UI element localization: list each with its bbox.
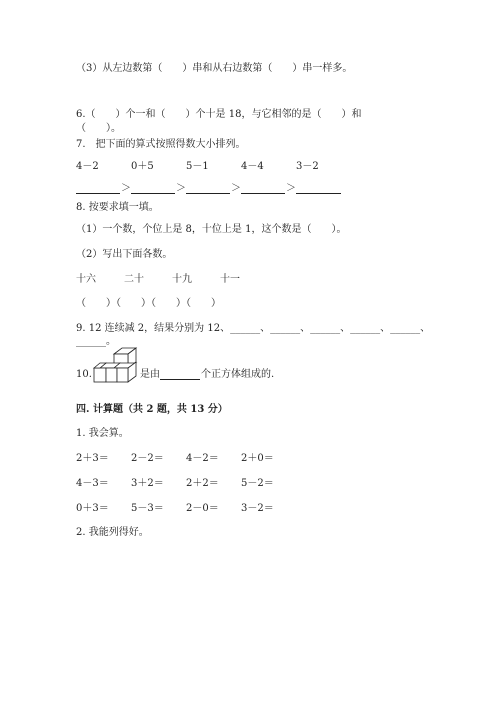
q10-sentence <box>140 368 340 381</box>
q7-expression: 5－1 <box>186 161 209 172</box>
answer-blank[interactable] <box>131 182 175 194</box>
q6-line2: （ ）。 <box>76 123 121 134</box>
calc-problem: 5－2＝ <box>241 478 274 489</box>
q7-title: 7. 把下面的算式按照得数大小排列。 <box>76 139 246 150</box>
calc-problem: 2＋0＝ <box>241 453 274 464</box>
calc-problem: 2－2＝ <box>131 453 164 464</box>
calc-problem: 4－3＝ <box>76 478 109 489</box>
greater-than-sign: ＞ <box>121 183 131 194</box>
number-word: 十九 <box>172 274 192 285</box>
answer-blank[interactable] <box>241 182 285 194</box>
calc-problem: 3－2＝ <box>241 503 274 514</box>
q8-title: 8. 按要求填一填。 <box>76 202 159 213</box>
answer-blank[interactable] <box>186 182 230 194</box>
q6-line1: 6.（ ）个一和（ ）个十是 18，与它相邻的是（ ）和 <box>76 109 362 120</box>
cube-stack-figure <box>92 346 138 390</box>
number-word: 十一 <box>220 274 240 285</box>
q8-answer-brackets: （ ）（ ）（ ）（ ） <box>76 298 221 309</box>
q9-line1: 9. 12 连续减 2，结果分别为 12、______、______、______、______、______、 <box>76 323 431 334</box>
q7-expressions <box>76 160 416 173</box>
answer-blank[interactable] <box>160 368 200 380</box>
answer-blank[interactable] <box>76 182 120 194</box>
number-word: 十六 <box>76 274 96 285</box>
q9-line2: ______。 <box>76 336 116 347</box>
calc-problem: 2＋2＝ <box>186 478 219 489</box>
calc-problem: 0＋3＝ <box>76 503 109 514</box>
calc-problem: 5－3＝ <box>131 503 164 514</box>
calc-row <box>76 502 376 515</box>
q7-expression: 3－2 <box>296 161 319 172</box>
calc-problem: 2－0＝ <box>186 503 219 514</box>
section-heading: 四. 计算题（共 2 题，共 13 分） <box>76 404 228 415</box>
answer-blank[interactable] <box>296 182 341 194</box>
calc-row <box>76 477 376 490</box>
q8-part2: （2）写出下面各数。 <box>76 249 173 260</box>
number-word: 二十 <box>124 274 144 285</box>
q7-answer-blanks <box>76 182 416 195</box>
greater-than-sign: ＞ <box>231 183 241 194</box>
calc-problem: 3＋2＝ <box>131 478 164 489</box>
q10-text-before: 是由 <box>140 369 160 380</box>
calc-q1-title: 1. 我会算。 <box>76 428 129 439</box>
calc-problem: 4－2＝ <box>186 453 219 464</box>
greater-than-sign: ＞ <box>176 183 186 194</box>
q7-expression: 0＋5 <box>131 161 154 172</box>
q7-expression: 4－2 <box>76 161 99 172</box>
q8-number-words <box>76 273 376 286</box>
q7-expression: 4－4 <box>241 161 264 172</box>
q5-part3: （3）从左边数第（ ）串和从右边数第（ ）串一样多。 <box>76 63 353 74</box>
calc-problem: 2＋3＝ <box>76 453 109 464</box>
calc-q2-title: 2. 我能列得好。 <box>76 527 149 538</box>
q10-text-after: 个正方体组成的. <box>201 369 275 380</box>
calc-row <box>76 452 376 465</box>
q10-number: 10. <box>76 369 92 380</box>
greater-than-sign: ＞ <box>286 183 296 194</box>
q8-part1: （1）一个数，个位上是 8，十位上是 1，这个数是（ ）。 <box>76 224 347 235</box>
